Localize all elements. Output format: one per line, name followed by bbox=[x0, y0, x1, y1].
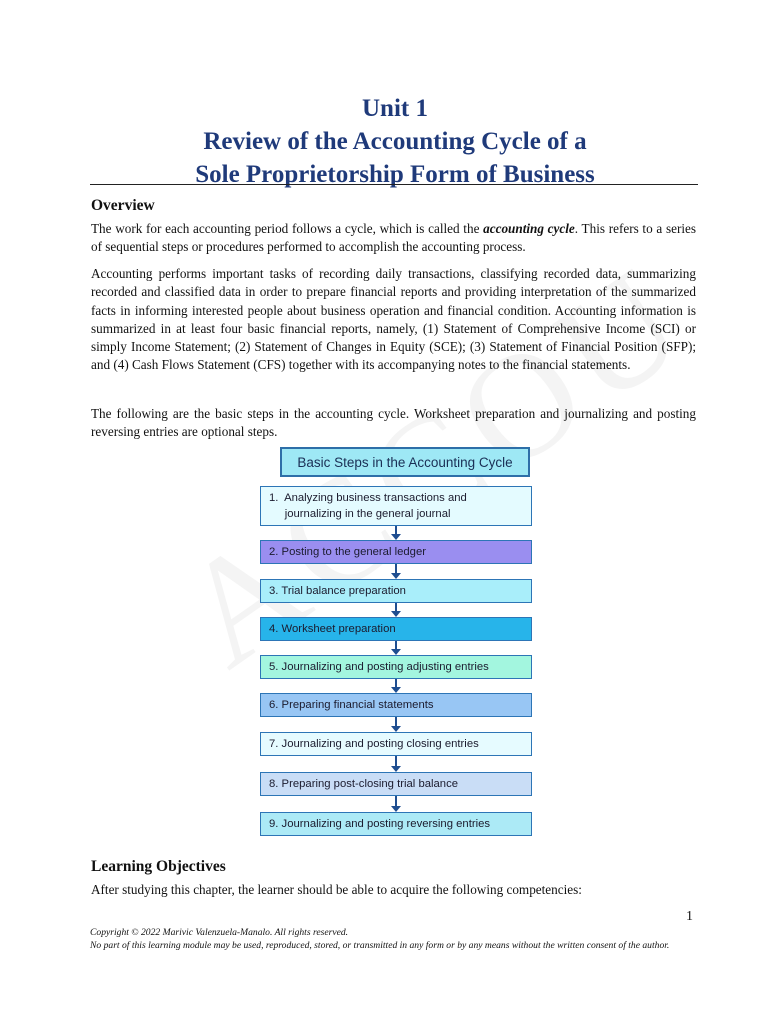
step-5: 5. Journalizing and posting adjusting entries bbox=[260, 655, 532, 679]
step-4: 4. Worksheet preparation bbox=[260, 617, 532, 641]
title-line-3: Sole Proprietorship Form of Business bbox=[195, 161, 595, 188]
overview-paragraph-2: Accounting performs important tasks of recording daily transactions, classifying recorded data, summarizing recorded and classified data in order to prepare financial reports and providing interpretation of the summarized facts in informing interested people about business operation and financial condition. Accounting information is summarized in at least four basic financial reports, namely, (1) Statement of Comprehensive Income (SCI) or simply Income Statement; (2) Statement of Changes in Equity (SCE); (3) Statement of Financial Position (SFP); and (4) Cash Flows Statement (CFS) together with its accompanying notes to the financial statements. bbox=[91, 266, 696, 373]
step-7: 7. Journalizing and posting closing entries bbox=[260, 732, 532, 756]
title-line-1: Unit 1 bbox=[362, 95, 428, 122]
arrow-2 bbox=[394, 564, 398, 579]
overview-heading: Overview bbox=[91, 197, 155, 214]
learning-objectives-paragraph: After studying this chapter, the learner should be able to acquire the following competencies: bbox=[91, 882, 582, 897]
step-1 bbox=[260, 486, 532, 526]
p1-text-before: The work for each accounting period follows a cycle, which is called the bbox=[91, 221, 484, 236]
step-3: 3. Trial balance preparation bbox=[260, 579, 532, 603]
title-divider bbox=[90, 184, 698, 185]
copyright-footer bbox=[90, 926, 710, 952]
flowchart-header: Basic Steps in the Accounting Cycle bbox=[280, 447, 530, 477]
step-9: 9. Journalizing and posting reversing entries bbox=[260, 812, 532, 836]
title-line-2: Review of the Accounting Cycle of a bbox=[203, 128, 587, 155]
arrow-7 bbox=[394, 756, 398, 772]
copyright-line: Copyright © 2022 Marivic Valenzuela-Manalo. All rights reserved. bbox=[90, 927, 349, 938]
arrow-4 bbox=[394, 641, 398, 655]
accounting-cycle-term: accounting cycle bbox=[483, 221, 575, 236]
step-8: 8. Preparing post-closing trial balance bbox=[260, 772, 532, 796]
arrow-1 bbox=[394, 526, 398, 540]
p1-text-after: . This refers to a series of sequential steps or procedures performed to accomplish the accounting process. bbox=[91, 221, 697, 255]
arrow-6 bbox=[394, 717, 398, 732]
overview-paragraph-1 bbox=[91, 220, 696, 257]
page-title bbox=[90, 92, 700, 191]
step-1-line-1: 1. Analyzing business transactions and bbox=[269, 492, 467, 504]
step-6: 6. Preparing financial statements bbox=[260, 693, 532, 717]
arrow-3 bbox=[394, 603, 398, 617]
step-2: 2. Posting to the general ledger bbox=[260, 540, 532, 564]
step-1-line-2: journalizing in the general journal bbox=[269, 508, 451, 520]
learning-objectives-heading: Learning Objectives bbox=[91, 858, 226, 875]
arrow-5 bbox=[394, 679, 398, 693]
overview-paragraph-3: The following are the basic steps in the accounting cycle. Worksheet preparation and journalizing and posting reversing entries are optional steps. bbox=[91, 406, 696, 440]
page-number: 1 bbox=[686, 909, 693, 924]
arrow-8 bbox=[394, 796, 398, 812]
rights-notice: No part of this learning module may be used, reproduced, stored, or transmitted in any form or by any means without the written consent of the author. bbox=[90, 940, 670, 951]
